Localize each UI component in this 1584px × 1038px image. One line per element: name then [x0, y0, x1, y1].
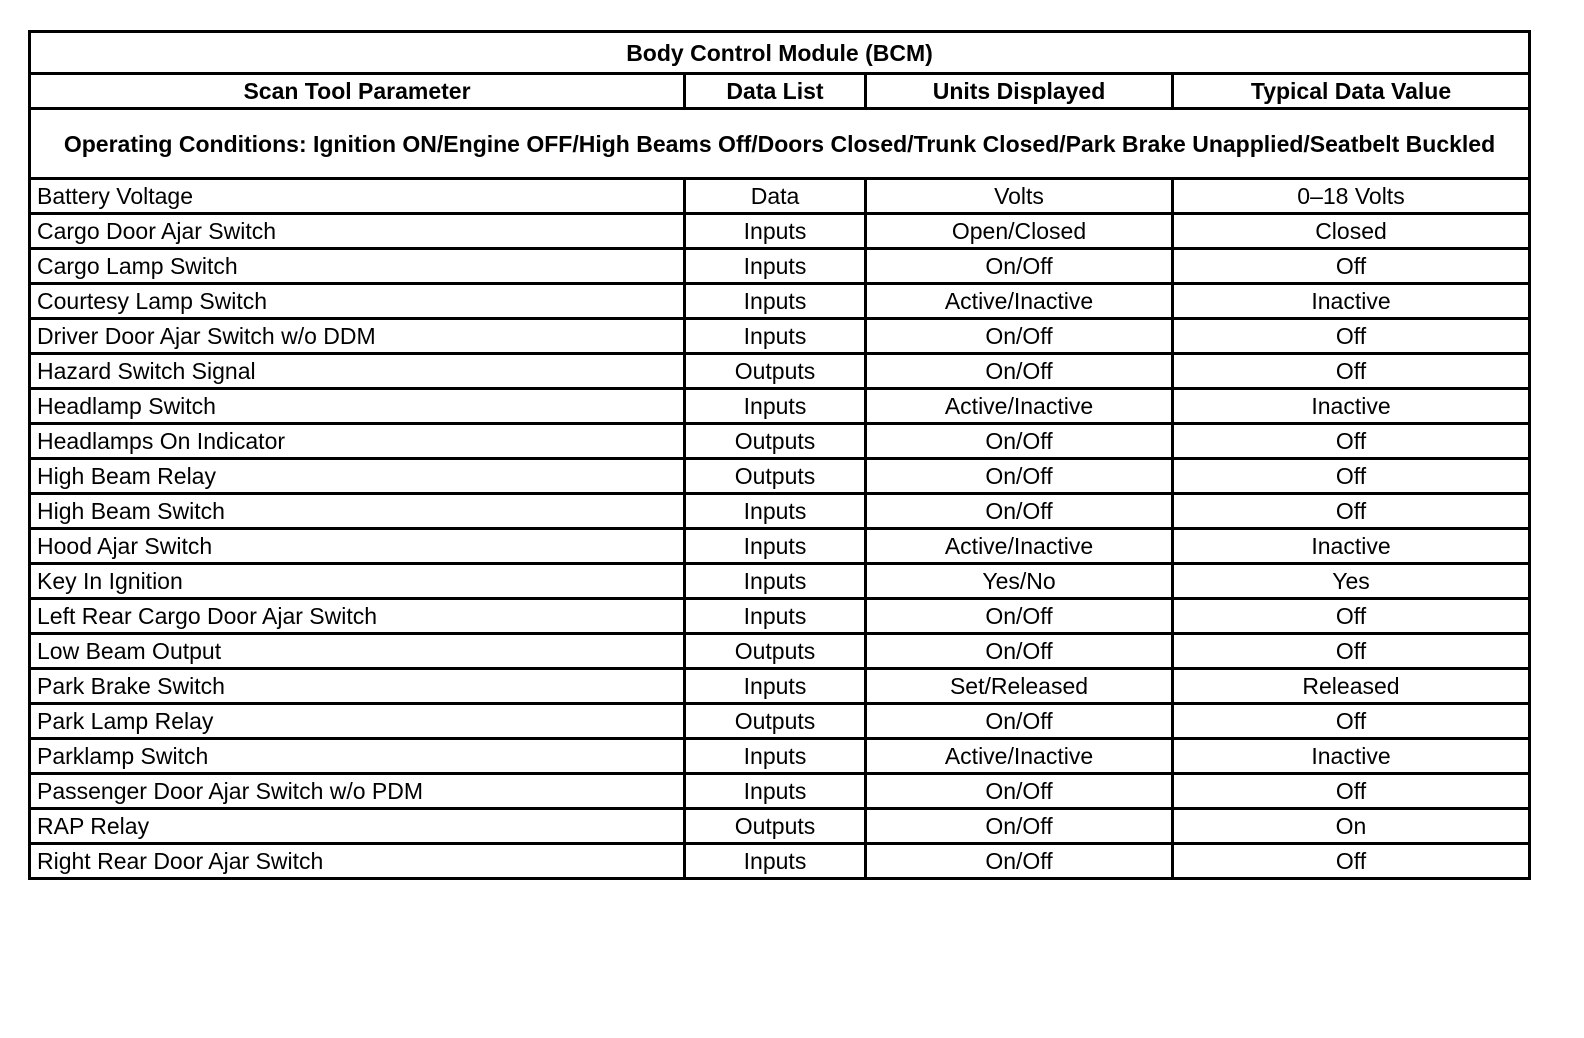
- table-row: [30, 179, 1530, 214]
- typical-value-cell: Off: [1173, 354, 1530, 389]
- units-cell: On/Off: [866, 319, 1173, 354]
- typical-value-cell: Inactive: [1173, 739, 1530, 774]
- table-row: [30, 634, 1530, 669]
- typical-value-cell: Inactive: [1173, 284, 1530, 319]
- typical-value-cell: Closed: [1173, 214, 1530, 249]
- units-cell: On/Off: [866, 249, 1173, 284]
- table-row: [30, 774, 1530, 809]
- units-cell: On/Off: [866, 494, 1173, 529]
- data-list-cell: Inputs: [685, 599, 866, 634]
- parameter-cell: Right Rear Door Ajar Switch: [30, 844, 685, 879]
- units-cell: On/Off: [866, 354, 1173, 389]
- parameter-cell: Hazard Switch Signal: [30, 354, 685, 389]
- units-cell: On/Off: [866, 599, 1173, 634]
- typical-value-cell: Off: [1173, 599, 1530, 634]
- table-row: [30, 354, 1530, 389]
- units-cell: Active/Inactive: [866, 284, 1173, 319]
- units-cell: Volts: [866, 179, 1173, 214]
- table-row: [30, 739, 1530, 774]
- typical-value-cell: Off: [1173, 424, 1530, 459]
- table-row: [30, 214, 1530, 249]
- units-cell: On/Off: [866, 459, 1173, 494]
- data-list-cell: Inputs: [685, 284, 866, 319]
- parameter-cell: Cargo Door Ajar Switch: [30, 214, 685, 249]
- units-cell: On/Off: [866, 704, 1173, 739]
- header-units-displayed: Units Displayed: [866, 74, 1173, 109]
- parameter-cell: Headlamp Switch: [30, 389, 685, 424]
- data-list-cell: Inputs: [685, 564, 866, 599]
- parameter-cell: Parklamp Switch: [30, 739, 685, 774]
- header-data-list: Data List: [685, 74, 866, 109]
- data-list-cell: Inputs: [685, 739, 866, 774]
- typical-value-cell: On: [1173, 809, 1530, 844]
- data-list-cell: Inputs: [685, 529, 866, 564]
- parameter-cell: Driver Door Ajar Switch w/o DDM: [30, 319, 685, 354]
- typical-value-cell: Off: [1173, 634, 1530, 669]
- data-list-cell: Outputs: [685, 704, 866, 739]
- units-cell: Yes/No: [866, 564, 1173, 599]
- data-list-cell: Data: [685, 179, 866, 214]
- header-scan-tool-parameter: Scan Tool Parameter: [30, 74, 685, 109]
- parameter-cell: Battery Voltage: [30, 179, 685, 214]
- parameter-cell: Courtesy Lamp Switch: [30, 284, 685, 319]
- typical-value-cell: Off: [1173, 704, 1530, 739]
- data-list-cell: Inputs: [685, 214, 866, 249]
- units-cell: Open/Closed: [866, 214, 1173, 249]
- data-list-cell: Inputs: [685, 844, 866, 879]
- table-row: [30, 809, 1530, 844]
- units-cell: Active/Inactive: [866, 739, 1173, 774]
- typical-value-cell: Off: [1173, 459, 1530, 494]
- parameter-cell: Park Lamp Relay: [30, 704, 685, 739]
- units-cell: On/Off: [866, 809, 1173, 844]
- parameter-cell: Hood Ajar Switch: [30, 529, 685, 564]
- units-cell: On/Off: [866, 634, 1173, 669]
- table-row: [30, 284, 1530, 319]
- typical-value-cell: Off: [1173, 494, 1530, 529]
- data-list-cell: Outputs: [685, 634, 866, 669]
- parameter-cell: High Beam Switch: [30, 494, 685, 529]
- typical-value-cell: Inactive: [1173, 389, 1530, 424]
- parameter-cell: Park Brake Switch: [30, 669, 685, 704]
- typical-value-cell: Off: [1173, 249, 1530, 284]
- parameter-cell: Cargo Lamp Switch: [30, 249, 685, 284]
- table-row: [30, 669, 1530, 704]
- table-row: [30, 599, 1530, 634]
- table-row: [30, 844, 1530, 879]
- table-row: [30, 389, 1530, 424]
- data-list-cell: Inputs: [685, 319, 866, 354]
- header-typical-data-value: Typical Data Value: [1173, 74, 1530, 109]
- units-cell: On/Off: [866, 774, 1173, 809]
- typical-value-cell: Released: [1173, 669, 1530, 704]
- table-row: [30, 319, 1530, 354]
- table-row: [30, 564, 1530, 599]
- table-title-row: [30, 32, 1530, 74]
- table-row: [30, 704, 1530, 739]
- table-row: [30, 459, 1530, 494]
- data-list-cell: Outputs: [685, 809, 866, 844]
- typical-value-cell: 0–18 Volts: [1173, 179, 1530, 214]
- parameter-cell: Headlamps On Indicator: [30, 424, 685, 459]
- units-cell: Set/Released: [866, 669, 1173, 704]
- parameter-cell: Left Rear Cargo Door Ajar Switch: [30, 599, 685, 634]
- table-title: Body Control Module (BCM): [30, 32, 1530, 74]
- bcm-data-table-container: [28, 30, 1528, 880]
- operating-conditions: Operating Conditions: Ignition ON/Engine OFF/High Beams Off/Doors Closed/Trunk Closed/Park Brake Unapplied/Seatbelt Buckled: [30, 109, 1530, 179]
- table-row: [30, 424, 1530, 459]
- parameter-cell: RAP Relay: [30, 809, 685, 844]
- parameter-cell: High Beam Relay: [30, 459, 685, 494]
- bcm-data-table: [28, 30, 1531, 880]
- parameter-cell: Passenger Door Ajar Switch w/o PDM: [30, 774, 685, 809]
- table-header-row: [30, 74, 1530, 109]
- typical-value-cell: Off: [1173, 774, 1530, 809]
- data-list-cell: Outputs: [685, 424, 866, 459]
- units-cell: Active/Inactive: [866, 529, 1173, 564]
- typical-value-cell: Off: [1173, 844, 1530, 879]
- data-list-cell: Outputs: [685, 354, 866, 389]
- units-cell: Active/Inactive: [866, 389, 1173, 424]
- data-list-cell: Inputs: [685, 494, 866, 529]
- data-list-cell: Inputs: [685, 389, 866, 424]
- typical-value-cell: Inactive: [1173, 529, 1530, 564]
- parameter-cell: Key In Ignition: [30, 564, 685, 599]
- table-row: [30, 249, 1530, 284]
- table-row: [30, 529, 1530, 564]
- parameter-cell: Low Beam Output: [30, 634, 685, 669]
- typical-value-cell: Yes: [1173, 564, 1530, 599]
- units-cell: On/Off: [866, 844, 1173, 879]
- data-list-cell: Inputs: [685, 669, 866, 704]
- data-list-cell: Outputs: [685, 459, 866, 494]
- table-row: [30, 494, 1530, 529]
- operating-conditions-row: [30, 109, 1530, 179]
- data-list-cell: Inputs: [685, 249, 866, 284]
- units-cell: On/Off: [866, 424, 1173, 459]
- data-list-cell: Inputs: [685, 774, 866, 809]
- typical-value-cell: Off: [1173, 319, 1530, 354]
